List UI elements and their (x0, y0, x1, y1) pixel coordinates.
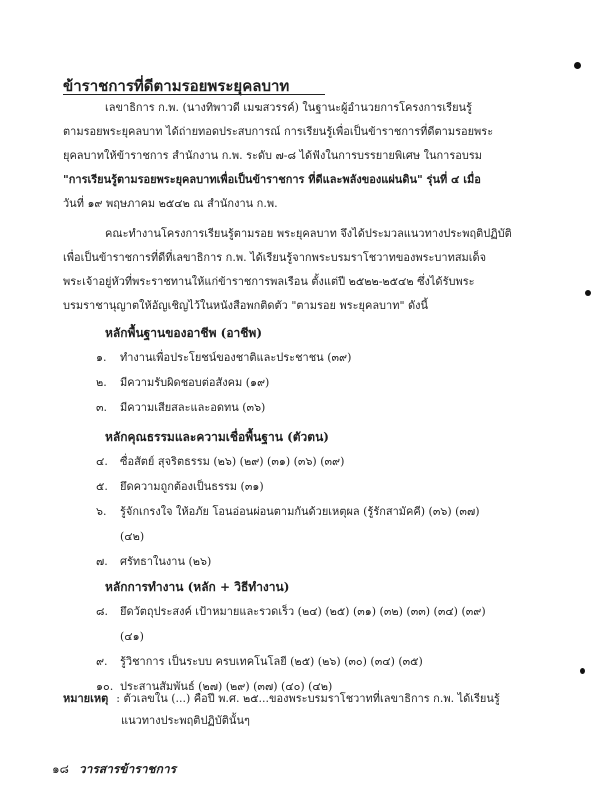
paragraph-line: เลขาธิการ ก.พ. (นางทิพาวดี เมฆสวรรค์) ในฐานะผู้อำนวยการโครงการเรียนรู้ (105, 101, 472, 114)
item-text: ทำงานเพื่อประโยชน์ของชาติและประชาชน (๓๙) (120, 351, 352, 364)
item-number: ๓. (96, 401, 108, 414)
item-number: ๑๐. (96, 680, 114, 693)
item-text: มีความเสียสละและอดทน (๓๖) (120, 401, 266, 414)
page-number: ๑๘ (52, 762, 69, 776)
footnote (63, 688, 563, 732)
scan-speck (574, 62, 581, 69)
list-item (96, 345, 566, 370)
section-list-work (96, 599, 566, 699)
paragraph-line: คณะทำงานโครงการเรียนรู้ตามรอย พระยุคลบาท จึงได้ประมวลแนวทางประพฤติปฏิบัติ (105, 227, 512, 240)
section-list-virtue (96, 449, 566, 574)
list-item (96, 370, 566, 395)
item-number: ๔. (96, 455, 108, 468)
item-text: (๔๑) (120, 630, 144, 643)
item-number: ๒. (96, 376, 107, 389)
list-item (96, 474, 566, 499)
paragraph-1 (63, 96, 563, 216)
item-text: รู้วิชาการ เป็นระบบ ครบเทคโนโลยี (๒๕) (๒๖) (๓๐) (๓๔) (๓๕) (120, 655, 423, 668)
item-text: (๔๒) (120, 530, 145, 543)
footnote-line (63, 688, 563, 710)
list-item-continuation (96, 524, 566, 549)
page-footer (52, 760, 176, 779)
item-number: ๗. (96, 555, 108, 568)
list-item (96, 549, 566, 574)
item-text: รู้จักเกรงใจ ให้อภัย โอนอ่อนผ่อนตามกันด้วยเหตุผล (รู้รักสามัคคี) (๓๖) (๓๗) (120, 505, 480, 518)
section-heading-work: หลักการทำงาน (หลัก + วิธีทำงาน) (105, 580, 290, 594)
item-text: ยึดความถูกต้องเป็นธรรม (๓๑) (120, 480, 264, 493)
section-heading-career: หลักพื้นฐานของอาชีพ (อาชีพ) (105, 326, 263, 340)
paragraph-line: วันที่ ๑๙ พฤษภาคม ๒๕๔๒ ณ สำนักงาน ก.พ. (63, 197, 278, 210)
item-text: ประสานสัมพันธ์ (๒๗) (๒๙) (๓๗) (๔๐) (๔๒) (120, 680, 333, 693)
list-item (96, 395, 566, 420)
list-item (96, 499, 566, 524)
item-number: ๑. (96, 351, 107, 364)
footnote-text: แนวทางประพฤติปฏิบัตินั้นๆ (121, 714, 250, 727)
list-item (96, 449, 566, 474)
paragraph-line: บรมราชานุญาตให้อัญเชิญไว้ในหนังสือพกติดตัว "ตามรอย พระยุคลบาท" ดังนี้ (63, 299, 429, 312)
paragraph-line: เพื่อเป็นข้าราชการที่ดีที่เลขาธิการ ก.พ. ได้เรียนรู้จากพระบรมราโชวาทของพระบาทสมเด็จ (63, 251, 487, 264)
item-number: ๖. (96, 505, 107, 518)
item-number: ๙. (96, 655, 108, 668)
paragraph-line: "การเรียนรู้ตามรอยพระยุคลบาทเพื่อเป็นข้าราชการ ที่ดีและพลังของแผ่นดิน" รุ่นที่ ๔ เมื่อ (63, 173, 481, 186)
list-item (96, 649, 566, 674)
page-title: ข้าราชการที่ดีตามรอยพระยุคลบาท (63, 77, 290, 95)
section-list-career (96, 345, 566, 420)
item-text: มีความรับผิดชอบต่อสังคม (๑๙) (120, 376, 270, 389)
item-number: ๕. (96, 480, 108, 493)
footnote-label: หมายเหตุ (63, 692, 109, 705)
scan-speck (580, 668, 585, 674)
list-item-continuation (96, 624, 566, 649)
footnote-text: : ตัวเลขใน (...) คือปี พ.ศ. ๒๕...ของพระบรมราโชวาทที่เลขาธิการ ก.พ. ได้เรียนรู้ (116, 692, 500, 705)
title-underline (63, 94, 325, 95)
section-heading-virtue: หลักคุณธรรมและความเชื่อพื้นฐาน (ตัวตน) (105, 430, 329, 444)
paragraph-line: ยุคลบาทให้ข้าราชการ สำนักงาน ก.พ. ระดับ ๗-๘ ได้ฟังในการบรรยายพิเศษ ในการอบรม (63, 149, 482, 162)
journal-name: วารสารข้าราชการ (78, 762, 177, 776)
item-text: ยึดวัตถุประสงค์ เป้าหมายและรวดเร็ว (๒๔) (๒๕) (๓๑) (๓๒) (๓๓) (๓๔) (๓๙) (120, 605, 486, 618)
list-item (96, 599, 566, 624)
scan-speck (585, 290, 591, 296)
item-text: ศรัทธาในงาน (๒๖) (120, 555, 212, 568)
paragraph-line: ตามรอยพระยุคลบาท ได้ถ่ายทอดประสบการณ์ การเรียนรู้เพื่อเป็นข้าราชการที่ดีตามรอยพระ (63, 125, 494, 138)
paragraph-line: พระเจ้าอยู่หัวที่พระราชทานให้แก่ข้าราชการพลเรือน ตั้งแต่ปี ๒๕๒๒-๒๕๔๒ ซึ่งได้รับพระ (63, 275, 475, 288)
item-number: ๘. (96, 605, 108, 618)
paragraph-2 (63, 222, 563, 318)
item-text: ซื่อสัตย์ สุจริตธรรม (๒๖) (๒๙) (๓๑) (๓๖) (๓๙) (120, 455, 345, 468)
